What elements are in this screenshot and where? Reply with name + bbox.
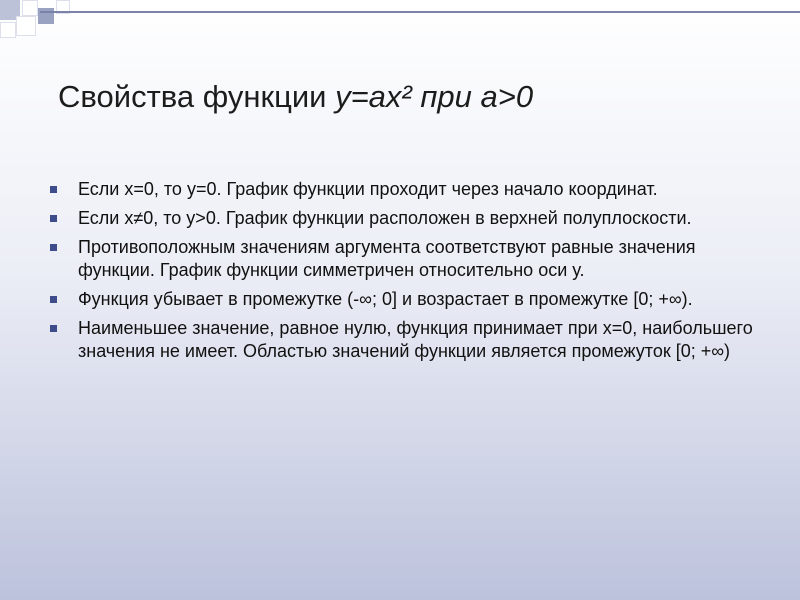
decor-square <box>22 0 38 16</box>
title-formula: у=ах² при а>0 <box>335 79 534 114</box>
bullet-item <box>50 178 760 201</box>
bullet-text: Наименьшее значение, равное нулю, функция принимает при х=0, наибольшего значения не имеет. Областью значений функции является промежуток [0; +∞) <box>78 318 753 361</box>
decor-square <box>0 22 16 38</box>
slide-title <box>58 79 758 115</box>
title-text: Свойства функции <box>58 79 336 114</box>
bullet-item <box>50 288 760 311</box>
square-bullet-icon <box>50 215 57 222</box>
top-decor-line <box>40 11 800 13</box>
square-bullet-icon <box>50 296 57 303</box>
square-bullet-icon <box>50 244 57 251</box>
bullet-list <box>50 178 760 369</box>
bullet-text: Если х≠0, то у>0. График функции расположен в верхней полуплоскости. <box>78 208 692 228</box>
decor-square <box>16 16 36 36</box>
bullet-item <box>50 207 760 230</box>
square-bullet-icon <box>50 186 57 193</box>
bullet-text: Противоположным значениям аргумента соответствуют равные значения функции. График функции симметричен относительно оси у. <box>78 237 696 280</box>
bullet-item <box>50 317 760 363</box>
bullet-text: Функция убывает в промежутке (-∞; 0] и возрастает в промежутке [0; +∞). <box>78 289 693 309</box>
square-bullet-icon <box>50 325 57 332</box>
bullet-item <box>50 236 760 282</box>
bullet-text: Если х=0, то у=0. График функции проходит через начало координат. <box>78 179 658 199</box>
